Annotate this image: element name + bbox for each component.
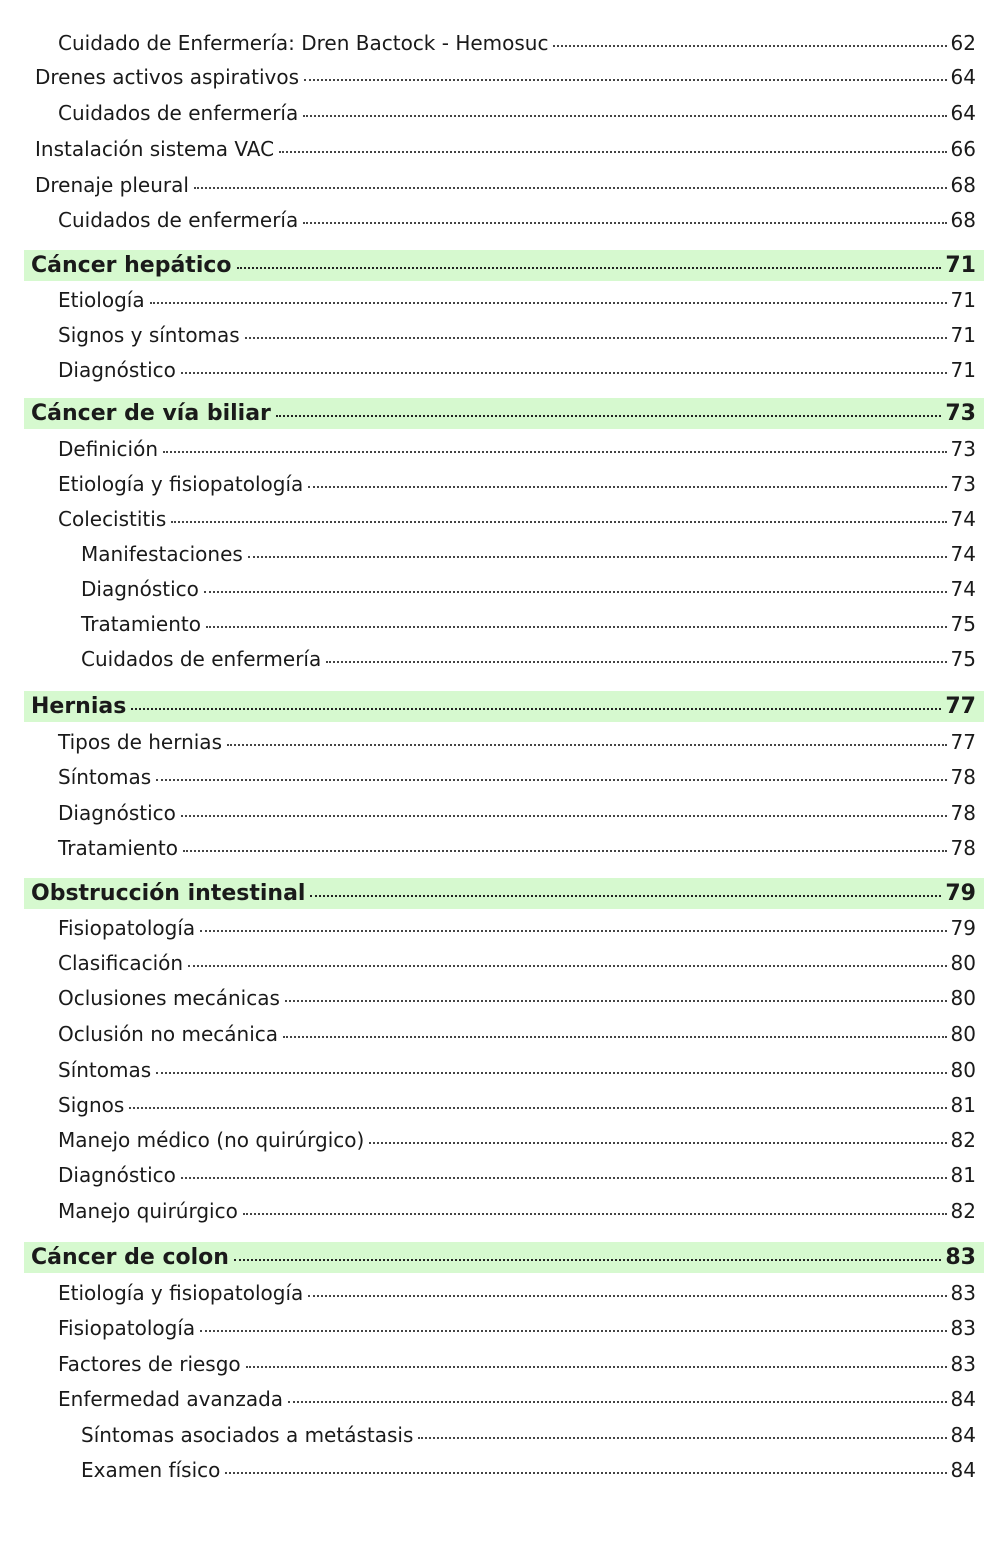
toc-entry[interactable]: [58, 323, 976, 351]
toc-entry-page: 78: [950, 765, 976, 789]
dot-leader: [308, 486, 946, 488]
toc-entry[interactable]: [58, 288, 976, 316]
toc-entry-title: Tratamiento: [81, 612, 201, 636]
dot-leader: [303, 222, 946, 224]
toc-entry-page: 64: [950, 101, 976, 125]
toc-entry[interactable]: [58, 437, 976, 465]
dot-leader: [181, 372, 947, 374]
dot-leader: [245, 337, 947, 339]
toc-entry[interactable]: [81, 612, 976, 640]
toc-entry[interactable]: [81, 1458, 976, 1486]
dot-leader: [227, 744, 947, 746]
toc-entry-page: 62: [950, 31, 976, 55]
toc-entry-page: 82: [950, 1128, 976, 1152]
dot-leader: [225, 1472, 946, 1474]
toc-entry-title: Diagnóstico: [81, 577, 199, 601]
toc-entry-title: Obstrucción intestinal: [31, 880, 306, 906]
toc-chapter[interactable]: [24, 1242, 984, 1273]
toc-entry[interactable]: [58, 1058, 976, 1086]
toc-entry-title: Clasificación: [58, 951, 184, 975]
toc-entry[interactable]: [58, 358, 976, 386]
toc-entry-title: Cáncer de colon: [31, 1244, 229, 1270]
toc-entry-page: 71: [950, 323, 976, 347]
toc-entry-page: 74: [950, 577, 976, 601]
toc-entry[interactable]: [58, 1281, 976, 1309]
toc-entry-title: Definición: [58, 437, 158, 461]
toc-entry-title: Drenes activos aspirativos: [35, 65, 300, 89]
dot-leader: [200, 1330, 946, 1332]
toc-entry[interactable]: [58, 472, 976, 500]
dot-leader: [234, 1259, 941, 1261]
toc-entry-page: 80: [950, 1022, 976, 1046]
toc-entry-page: 81: [950, 1163, 976, 1187]
toc-entry-page: 68: [950, 173, 976, 197]
toc-entry-page: 78: [950, 801, 976, 825]
toc-entry[interactable]: [58, 208, 976, 236]
dot-leader: [181, 815, 947, 817]
dot-leader: [129, 1107, 946, 1109]
dot-leader: [418, 1437, 946, 1439]
toc-entry-title: Cuidados de enfermería: [58, 208, 299, 232]
dot-leader: [183, 850, 947, 852]
toc-entry-title: Manejo médico (no quirúrgico): [58, 1128, 365, 1152]
toc-entry-page: 66: [950, 137, 976, 161]
toc-entry[interactable]: [58, 986, 976, 1014]
toc-entry-page: 64: [950, 65, 976, 89]
toc-entry-page: 84: [950, 1458, 976, 1482]
dot-leader: [326, 661, 946, 663]
toc-entry-title: Cuidados de enfermería: [81, 647, 322, 671]
dot-leader: [308, 1295, 946, 1297]
toc-entry[interactable]: [58, 730, 976, 758]
dot-leader: [279, 151, 946, 153]
toc-entry-page: 83: [945, 1244, 976, 1270]
toc-chapter[interactable]: [24, 250, 984, 281]
toc-entry-title: Cáncer de vía biliar: [31, 400, 271, 426]
toc-entry-title: Enfermedad avanzada: [58, 1387, 284, 1411]
toc-entry[interactable]: [58, 1128, 976, 1156]
toc-entry-page: 84: [950, 1423, 976, 1447]
dot-leader: [163, 451, 947, 453]
dot-leader: [246, 1366, 947, 1368]
toc-entry[interactable]: [58, 1316, 976, 1344]
toc-entry-title: Síntomas: [58, 765, 152, 789]
toc-entry[interactable]: [58, 1022, 976, 1050]
toc-entry-title: Cuidados de enfermería: [58, 101, 299, 125]
dot-leader: [288, 1401, 946, 1403]
toc-entry-title: Signos: [58, 1093, 125, 1117]
toc-entry-page: 74: [950, 542, 976, 566]
toc-entry[interactable]: [58, 1199, 976, 1227]
toc-chapter[interactable]: [24, 878, 984, 909]
toc-entry-page: 73: [950, 472, 976, 496]
dot-leader: [200, 930, 946, 932]
dot-leader: [276, 415, 941, 417]
toc-entry-page: 73: [950, 437, 976, 461]
toc-entry-title: Diagnóstico: [58, 358, 176, 382]
toc-entry-title: Signos y síntomas: [58, 323, 240, 347]
toc-entry-title: Cáncer hepático: [31, 252, 232, 278]
toc-entry[interactable]: [58, 1093, 976, 1121]
toc-entry-title: Oclusiones mecánicas: [58, 986, 280, 1010]
toc-entry[interactable]: [35, 173, 976, 201]
toc-entry-page: 71: [950, 288, 976, 312]
toc-entry-title: Manifestaciones: [81, 542, 243, 566]
dot-leader: [156, 779, 946, 781]
toc-entry-page: 80: [950, 986, 976, 1010]
toc-entry-page: 83: [950, 1352, 976, 1376]
toc-entry-title: Tratamiento: [58, 836, 178, 860]
toc-entry[interactable]: [58, 765, 976, 793]
toc-entry-page: 73: [945, 400, 976, 426]
toc-entry-title: Instalación sistema VAC: [35, 137, 275, 161]
dot-leader: [150, 302, 947, 304]
toc-entry-title: Diagnóstico: [58, 801, 176, 825]
toc-entry-title: Síntomas asociados a metástasis: [81, 1423, 414, 1447]
toc-entry-title: Hernias: [31, 693, 127, 719]
toc-entry-page: 77: [950, 730, 976, 754]
toc-entry[interactable]: [58, 1352, 976, 1380]
toc-entry-page: 79: [950, 916, 976, 940]
dot-leader: [188, 965, 946, 967]
toc-entry[interactable]: [58, 1163, 976, 1191]
toc-entry-title: Diagnóstico: [58, 1163, 176, 1187]
dot-leader: [369, 1142, 946, 1144]
toc-entry[interactable]: [58, 31, 976, 59]
toc-entry[interactable]: [58, 836, 976, 864]
toc-entry-title: Etiología y fisiopatología: [58, 1281, 304, 1305]
toc-entry-page: 80: [950, 1058, 976, 1082]
dot-leader: [283, 1036, 947, 1038]
toc-entry-page: 83: [950, 1316, 976, 1340]
toc-entry[interactable]: [81, 1423, 976, 1451]
toc-chapter[interactable]: [24, 398, 984, 429]
toc-entry-title: Oclusión no mecánica: [58, 1022, 279, 1046]
dot-leader: [553, 45, 946, 47]
toc-entry[interactable]: [35, 65, 976, 93]
dot-leader: [171, 521, 946, 523]
dot-leader: [206, 626, 947, 628]
dot-leader: [243, 1213, 947, 1215]
toc-entry-title: Fisiopatología: [58, 1316, 196, 1340]
dot-leader: [310, 895, 941, 897]
toc-entry-page: 80: [950, 951, 976, 975]
toc-entry-page: 71: [950, 358, 976, 382]
toc-entry-page: 84: [950, 1387, 976, 1411]
dot-leader: [181, 1177, 947, 1179]
toc-entry-title: Fisiopatología: [58, 916, 196, 940]
toc-entry-title: Drenaje pleural: [35, 173, 189, 197]
toc-entry[interactable]: [58, 1387, 976, 1415]
toc-entry-title: Examen físico: [81, 1458, 221, 1482]
toc-entry-title: Etiología: [58, 288, 145, 312]
toc-entry[interactable]: [35, 137, 976, 165]
toc-entry-page: 75: [950, 647, 976, 671]
toc-entry-page: 77: [945, 693, 976, 719]
toc-entry[interactable]: [58, 801, 976, 829]
dot-leader: [248, 556, 947, 558]
toc-entry-page: 81: [950, 1093, 976, 1117]
dot-leader: [194, 187, 947, 189]
toc-chapter[interactable]: [24, 691, 984, 722]
toc-entry-title: Síntomas: [58, 1058, 152, 1082]
toc-entry[interactable]: [81, 577, 976, 605]
toc-entry[interactable]: [81, 542, 976, 570]
toc-entry-page: 75: [950, 612, 976, 636]
toc-entry[interactable]: [58, 507, 976, 535]
toc-entry-page: 71: [945, 252, 976, 278]
dot-leader: [237, 267, 942, 269]
toc-entry-title: Colecistitis: [58, 507, 167, 531]
dot-leader: [204, 591, 947, 593]
dot-leader: [131, 708, 941, 710]
dot-leader: [304, 79, 947, 81]
toc-entry[interactable]: [81, 647, 976, 675]
toc-entry-page: 68: [950, 208, 976, 232]
toc-entry-page: 79: [945, 880, 976, 906]
toc-entry[interactable]: [58, 916, 976, 944]
toc-entry-page: 74: [950, 507, 976, 531]
toc-entry-page: 78: [950, 836, 976, 860]
toc-entry-title: Cuidado de Enfermería: Dren Bactock - Hemosuc: [58, 31, 549, 55]
dot-leader: [156, 1072, 946, 1074]
toc-entry-title: Factores de riesgo: [58, 1352, 241, 1376]
toc-entry-page: 83: [950, 1281, 976, 1305]
dot-leader: [303, 115, 946, 117]
toc-entry-title: Tipos de hernias: [58, 730, 222, 754]
toc-entry-page: 82: [950, 1199, 976, 1223]
toc-entry-title: Etiología y fisiopatología: [58, 472, 304, 496]
dot-leader: [285, 1000, 947, 1002]
toc-entry[interactable]: [58, 951, 976, 979]
toc-entry-title: Manejo quirúrgico: [58, 1199, 238, 1223]
toc-entry[interactable]: [58, 101, 976, 129]
